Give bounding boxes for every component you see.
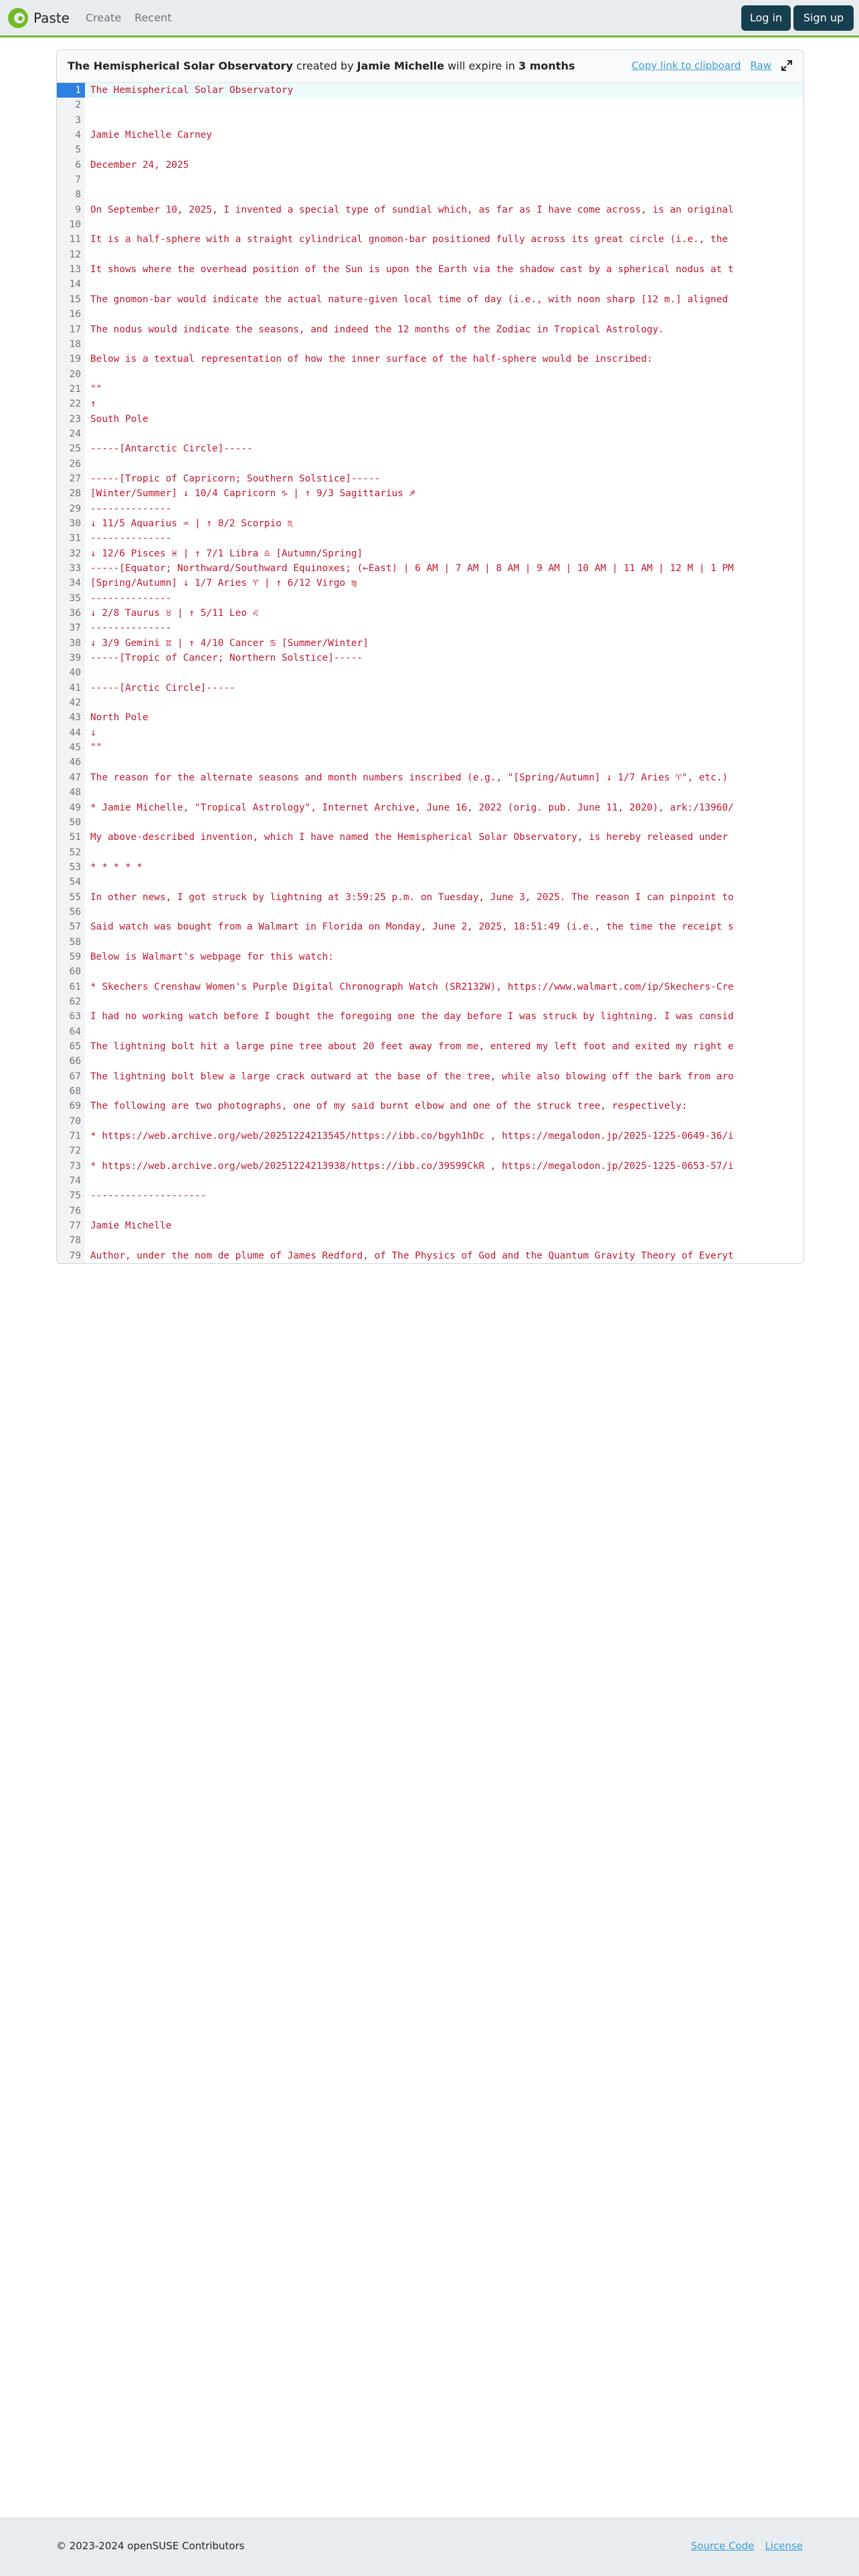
line-number[interactable]: 25 (57, 441, 85, 456)
line-text (85, 187, 803, 202)
line-number[interactable]: 54 (57, 875, 85, 889)
code-line (57, 935, 803, 950)
line-number[interactable]: 8 (57, 187, 85, 202)
line-text: Below is a textual representation of how the inner surface of the half-sphere would be inscribed: (90, 354, 653, 365)
line-text: Said watch was bought from a Walmart in Florida on Monday, June 2, 2025, 18:51:49 (i.e., the time the receipt s (90, 922, 734, 933)
code-line (57, 217, 803, 232)
code-line (57, 83, 803, 98)
code-line (57, 277, 803, 292)
line-number[interactable]: 3 (57, 113, 85, 128)
line-number[interactable]: 76 (57, 1204, 85, 1218)
line-text (85, 217, 803, 232)
line-number[interactable]: 35 (57, 591, 85, 606)
line-number[interactable]: 4 (57, 128, 85, 142)
line-text: [Winter/Summer] ↓ 10/4 Capricorn ♑ | ↑ 9/3 Sagittarius ♐ (90, 488, 415, 500)
code-line (57, 1204, 803, 1218)
line-number[interactable]: 56 (57, 905, 85, 920)
code-line (57, 920, 803, 934)
line-text (85, 173, 803, 187)
line-text: * Skechers Crenshaw Women's Purple Digital Chronograph Watch (SR2132W), https://www.walmart.com/ip/Skechers-Cre (90, 981, 734, 992)
line-text (85, 875, 803, 889)
line-text: The nodus would indicate the seasons, and indeed the 12 months of the Zodiac in Tropical Astrology. (90, 324, 664, 335)
expire-text: will expire in (448, 60, 515, 72)
line-text (85, 815, 803, 830)
line-text (85, 1114, 803, 1129)
line-text: ↓ (90, 727, 96, 738)
line-number[interactable]: 40 (57, 665, 85, 680)
line-text (85, 247, 803, 262)
paste-card (56, 49, 804, 1264)
paste-meta (68, 60, 575, 72)
line-text: * * * * * (90, 861, 142, 873)
line-number[interactable]: 43 (57, 710, 85, 725)
code-line (57, 322, 803, 337)
line-number[interactable]: 46 (57, 755, 85, 770)
source-code-link[interactable]: Source Code (690, 2540, 755, 2552)
line-text (85, 845, 803, 860)
paste-header (57, 50, 803, 83)
raw-link[interactable]: Raw (750, 60, 771, 72)
line-text: * https://web.archive.org/web/20251224213545/https://ibb.co/bgyh1hDc , https://megalodon.jp/2025-1225-0649-36/i (90, 1131, 734, 1142)
line-number[interactable]: 65 (57, 1039, 85, 1054)
line-text (85, 98, 803, 112)
code-line (57, 352, 803, 366)
line-number[interactable]: 57 (57, 920, 85, 934)
line-text (85, 1084, 803, 1099)
code-line (57, 830, 803, 845)
line-text: [Spring/Autumn] ↓ 1/7 Aries ♈ | ↑ 6/12 Virgo ♍ (90, 578, 357, 589)
line-text: The following are two photographs, one of my said burnt elbow and one of the struck tree, respectively: (90, 1101, 688, 1112)
code-line (57, 1188, 803, 1203)
code-line (57, 695, 803, 710)
code-line (57, 1144, 803, 1158)
code-line (57, 561, 803, 576)
line-number[interactable]: 1 (57, 83, 85, 98)
line-number[interactable]: 51 (57, 830, 85, 845)
line-number[interactable]: 19 (57, 352, 85, 366)
line-text: In other news, I got struck by lightning at 3:59:25 p.m. on Tuesday, June 3, 2025. The reason I can pinpoint to (90, 891, 734, 903)
line-text (85, 1204, 803, 1218)
code-line (57, 158, 803, 173)
line-text: -----[Tropic of Cancer; Northern Solstice]----- (90, 653, 363, 664)
code-line (57, 785, 803, 800)
code-line (57, 382, 803, 397)
code-line (57, 1159, 803, 1174)
line-text: -------------- (90, 623, 172, 634)
line-text: -----[Antarctic Circle]----- (90, 443, 253, 455)
line-number[interactable]: 64 (57, 1025, 85, 1039)
code-line (57, 770, 803, 785)
line-text: The Hemispherical Solar Observatory (85, 83, 803, 98)
line-number[interactable]: 68 (57, 1084, 85, 1099)
code-line (57, 726, 803, 740)
line-number[interactable]: 66 (57, 1054, 85, 1069)
paste-actions (632, 60, 793, 72)
line-number[interactable]: 12 (57, 247, 85, 262)
code-line (57, 576, 803, 591)
code-line (57, 457, 803, 471)
line-number[interactable]: 42 (57, 695, 85, 710)
line-number[interactable]: 16 (57, 307, 85, 322)
line-number[interactable]: 37 (57, 621, 85, 635)
code-line (57, 636, 803, 651)
line-text: ↓ 3/9 Gemini ♊ | ↑ 4/10 Cancer ♋ [Summer/Winter] (90, 637, 369, 649)
line-number[interactable]: 13 (57, 262, 85, 277)
code-line (57, 964, 803, 979)
expire-value: 3 months (518, 60, 575, 72)
code-line (57, 232, 803, 247)
line-text (85, 935, 803, 950)
code-line (57, 1099, 803, 1113)
code-line (57, 845, 803, 860)
code-line (57, 142, 803, 157)
created-by-text: created by (296, 60, 354, 72)
code-line (57, 247, 803, 262)
line-number[interactable]: 71 (57, 1129, 85, 1144)
code-line (57, 367, 803, 382)
line-text: * Jamie Michelle, "Tropical Astrology", Internet Archive, June 16, 2022 (orig. pub. June 11, 2020), ark:/13960/ (90, 802, 734, 813)
line-number[interactable]: 29 (57, 502, 85, 516)
line-text: The gnomon-bar would indicate the actual nature-given local time of day (i.e., with noon sharp [12 m.] aligned (90, 294, 729, 305)
opensuse-logo-icon (8, 8, 28, 28)
line-number[interactable]: 17 (57, 322, 85, 337)
line-text: -------------------- (90, 1190, 207, 1202)
line-number[interactable]: 45 (57, 740, 85, 755)
line-number[interactable]: 49 (57, 800, 85, 815)
code-line (57, 1233, 803, 1248)
code-line (57, 950, 803, 964)
line-text: * https://web.archive.org/web/20251224213938/https://ibb.co/39S99CkR , https://megalodon.jp/2025-1225-0653-57/i (90, 1160, 734, 1172)
code-line (57, 1039, 803, 1054)
line-text: ↓ 2/8 Taurus ♉ | ↑ 5/11 Leo ♌ (90, 608, 259, 619)
code-line (57, 606, 803, 621)
line-text: ↓ 12/6 Pisces ♓ | ↑ 7/1 Libra ♎ [Autumn/Spring] (90, 548, 363, 559)
line-text: Jamie Michelle Carney (90, 130, 212, 141)
line-number[interactable]: 9 (57, 203, 85, 217)
code-line (57, 1218, 803, 1233)
line-number[interactable]: 2 (57, 98, 85, 112)
line-text (85, 785, 803, 800)
line-number[interactable]: 74 (57, 1174, 85, 1188)
line-text: "" (90, 383, 102, 395)
line-number[interactable]: 52 (57, 845, 85, 860)
line-text: On September 10, 2025, I invented a special type of sundial which, as far as I have come across, is an original (90, 204, 734, 215)
code-line (57, 890, 803, 905)
line-text: -------------- (90, 503, 172, 514)
line-text: ↓ 11/5 Aquarius ♒ | ↑ 8/2 Scorpio ♏ (90, 518, 294, 529)
line-number[interactable]: 61 (57, 980, 85, 994)
line-number[interactable]: 31 (57, 531, 85, 546)
code-line (57, 755, 803, 770)
line-number[interactable]: 18 (57, 337, 85, 352)
line-number[interactable]: 72 (57, 1144, 85, 1158)
code-line (57, 471, 803, 486)
code-line (57, 860, 803, 875)
line-text: "" (90, 742, 102, 754)
line-text (85, 142, 803, 157)
line-text (85, 905, 803, 920)
code-line (57, 1025, 803, 1039)
line-text (85, 307, 803, 322)
line-text: The lightning bolt blew a large crack outward at the base of the tree, while also blowing off the bark from aro (90, 1071, 734, 1082)
line-number[interactable]: 77 (57, 1218, 85, 1233)
code-line (57, 292, 803, 307)
line-number[interactable]: 20 (57, 367, 85, 382)
line-text (85, 695, 803, 710)
code-line (57, 113, 803, 128)
line-text: My above-described invention, which I have named the Hemispherical Solar Observatory, is hereby released under (90, 832, 729, 843)
code-line (57, 441, 803, 456)
line-text: ↑ (90, 399, 96, 410)
copy-link-button[interactable]: Copy link to clipboard (632, 60, 741, 72)
code-line (57, 815, 803, 830)
code-line (57, 337, 803, 352)
line-number[interactable]: 58 (57, 935, 85, 950)
code-line (57, 621, 803, 635)
license-link[interactable]: License (765, 2540, 803, 2552)
line-number[interactable]: 6 (57, 158, 85, 173)
line-number[interactable]: 23 (57, 412, 85, 427)
code-line (57, 1069, 803, 1084)
code-line (57, 1114, 803, 1129)
line-text (85, 427, 803, 441)
line-number[interactable]: 11 (57, 232, 85, 247)
code-line (57, 1129, 803, 1144)
line-text: I had no working watch before I bought the foregoing one the day before I was struck by lightning. I was consid (90, 1011, 734, 1023)
line-text: -------------- (90, 533, 172, 544)
line-number[interactable]: 30 (57, 516, 85, 531)
paste-title: The Hemispherical Solar Observatory (68, 60, 293, 72)
line-text: -----[Arctic Circle]----- (90, 682, 235, 693)
line-number[interactable]: 5 (57, 142, 85, 157)
nav-links (86, 11, 171, 24)
footer-links (691, 2540, 803, 2552)
brand-name: Paste (33, 10, 70, 26)
line-number[interactable]: 50 (57, 815, 85, 830)
code-line (57, 98, 803, 112)
code-line (57, 173, 803, 187)
code-line (57, 427, 803, 441)
code-line (57, 262, 803, 277)
page-footer (0, 2517, 859, 2576)
footer-copyright: © 2023-2024 openSUSE Contributors (56, 2540, 245, 2552)
line-number[interactable]: 69 (57, 1099, 85, 1113)
line-text (85, 994, 803, 1009)
top-navbar (0, 0, 859, 37)
code-line (57, 591, 803, 606)
expand-icon[interactable] (781, 60, 793, 72)
brand-link[interactable] (8, 8, 70, 28)
line-number[interactable]: 63 (57, 1009, 85, 1024)
line-text: It shows where the overhead position of the Sun is upon the Earth via the shadow cast by a spherical nodus at t (90, 264, 734, 276)
line-number[interactable]: 27 (57, 471, 85, 486)
code-line (57, 905, 803, 920)
code-line (57, 203, 803, 217)
line-number[interactable]: 28 (57, 486, 85, 501)
line-text: Jamie Michelle (90, 1220, 172, 1232)
code-line (57, 665, 803, 680)
line-text: December 24, 2025 (90, 159, 189, 171)
line-text (85, 367, 803, 382)
line-number[interactable]: 47 (57, 770, 85, 785)
line-number[interactable]: 26 (57, 457, 85, 471)
line-number[interactable]: 32 (57, 546, 85, 561)
line-text: -------------- (90, 593, 172, 604)
line-number[interactable]: 67 (57, 1069, 85, 1084)
line-number[interactable]: 22 (57, 397, 85, 411)
code-line (57, 875, 803, 889)
line-number[interactable]: 38 (57, 636, 85, 651)
login-button[interactable]: Log in (741, 5, 791, 31)
code-line (57, 1009, 803, 1024)
line-text: South Pole (90, 413, 149, 425)
line-number[interactable]: 21 (57, 382, 85, 397)
line-number[interactable]: 53 (57, 860, 85, 875)
code-line (57, 531, 803, 546)
line-text: Below is Walmart's webpage for this watch: (90, 951, 334, 962)
code-line (57, 1084, 803, 1099)
line-number[interactable]: 60 (57, 964, 85, 979)
code-line (57, 1174, 803, 1188)
line-number[interactable]: 70 (57, 1114, 85, 1129)
line-number[interactable]: 7 (57, 173, 85, 187)
line-text (85, 113, 803, 128)
code-line (57, 1054, 803, 1069)
code-line (57, 1249, 803, 1263)
line-text (85, 964, 803, 979)
line-number[interactable]: 10 (57, 217, 85, 232)
nav-link-recent[interactable]: Recent (134, 11, 172, 24)
line-text: North Pole (90, 712, 149, 724)
line-number[interactable]: 75 (57, 1188, 85, 1203)
line-text: The reason for the alternate seasons and month numbers inscribed (e.g., "[Spring/Autumn] ↓ 1/7 Aries ♈", etc.) (90, 772, 729, 783)
line-text (85, 665, 803, 680)
code-line (57, 516, 803, 531)
line-number[interactable]: 78 (57, 1233, 85, 1248)
code-line (57, 397, 803, 411)
line-number[interactable]: 39 (57, 651, 85, 665)
paste-author: Jamie Michelle (357, 60, 444, 72)
code-line (57, 546, 803, 561)
line-text (85, 1025, 803, 1039)
line-number[interactable]: 33 (57, 561, 85, 576)
code-line (57, 307, 803, 322)
code-line (57, 740, 803, 755)
line-number[interactable]: 55 (57, 890, 85, 905)
code-line (57, 710, 803, 725)
line-text (85, 457, 803, 471)
code-line (57, 187, 803, 202)
nav-link-create[interactable]: Create (86, 11, 122, 24)
line-text: Author, under the nom de plume of James Redford, of The Physics of God and the Quantum Gravity Theory of Everyt (90, 1250, 734, 1261)
line-text: -----[Tropic of Capricorn; Southern Solstice]----- (90, 473, 381, 484)
line-number[interactable]: 62 (57, 994, 85, 1009)
line-number[interactable]: 36 (57, 606, 85, 621)
line-text (85, 337, 803, 352)
code-line (57, 412, 803, 427)
line-number[interactable]: 24 (57, 427, 85, 441)
line-number[interactable]: 15 (57, 292, 85, 307)
code-line (57, 651, 803, 665)
line-number[interactable]: 44 (57, 726, 85, 740)
code-line (57, 128, 803, 142)
line-text (85, 1174, 803, 1188)
code-line (57, 502, 803, 516)
line-text (85, 1233, 803, 1248)
code-line (57, 980, 803, 994)
line-text: It is a half-sphere with a straight cylindrical gnomon-bar positioned fully across its great circle (i.e., the (90, 234, 729, 245)
code-line (57, 486, 803, 501)
line-text (85, 1054, 803, 1069)
code-line (57, 994, 803, 1009)
line-text (85, 755, 803, 770)
code-view (57, 83, 803, 1263)
line-number[interactable]: 14 (57, 277, 85, 292)
line-number[interactable]: 59 (57, 950, 85, 964)
line-text: -----[Equator; Northward/Southward Equinoxes; (←East) | 6 AM | 7 AM | 8 AM | 9 AM | 10 AM | 11 AM | 12 M | 1 PM (90, 563, 734, 574)
line-number[interactable]: 79 (57, 1249, 85, 1263)
line-number[interactable]: 73 (57, 1159, 85, 1174)
line-number[interactable]: 34 (57, 576, 85, 591)
line-number[interactable]: 41 (57, 681, 85, 695)
line-number[interactable]: 48 (57, 785, 85, 800)
line-text (85, 277, 803, 292)
code-line (57, 800, 803, 815)
line-text (85, 1144, 803, 1158)
code-line (57, 681, 803, 695)
line-text: The lightning bolt hit a large pine tree about 20 feet away from me, entered my left foot and exited my right e (90, 1041, 734, 1052)
signup-button[interactable]: Sign up (793, 5, 854, 31)
